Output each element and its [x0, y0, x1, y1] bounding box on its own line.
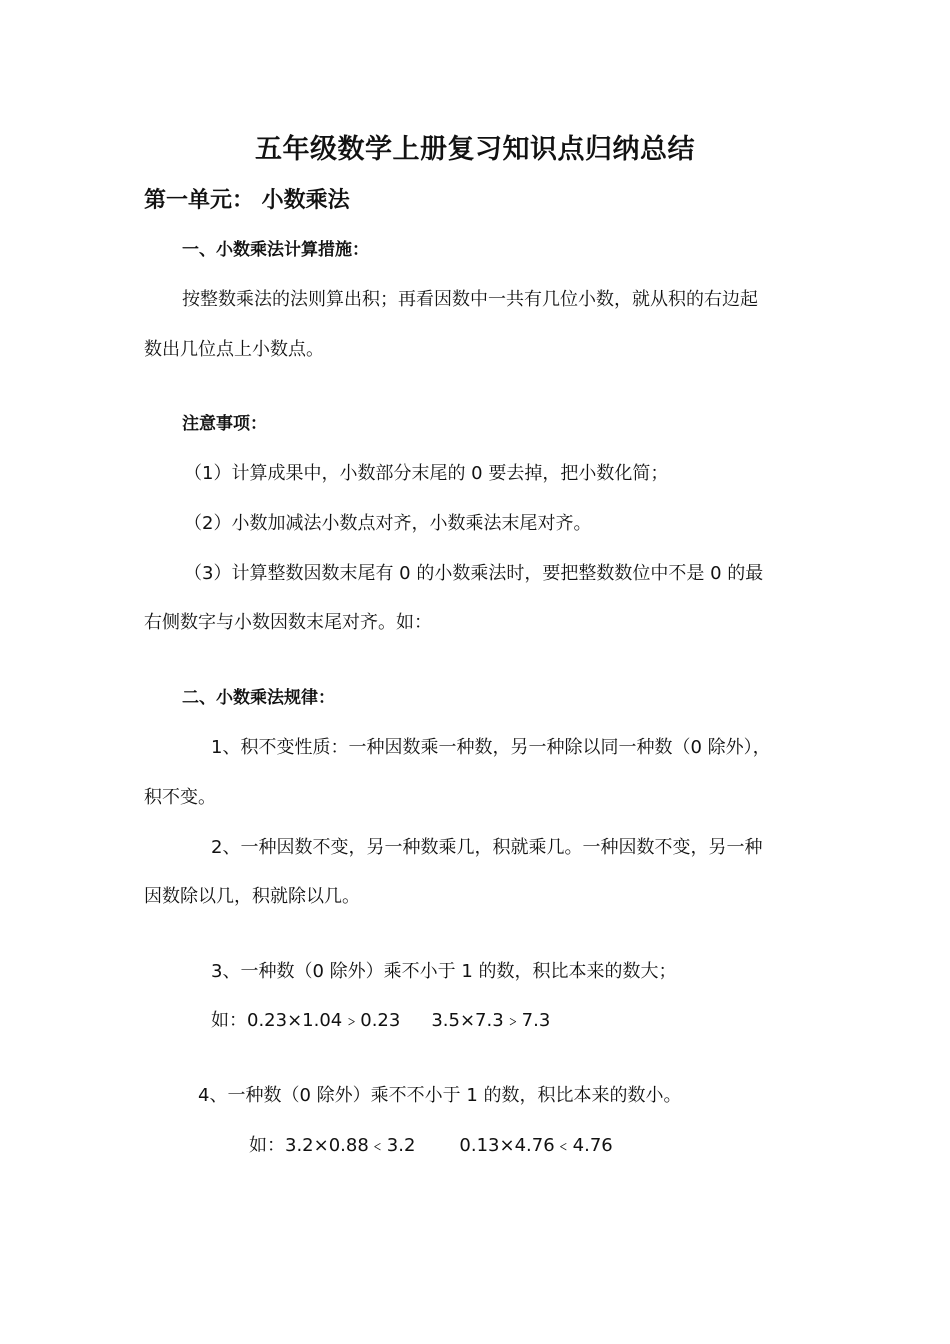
rule-3-example-second: 3.5×7.3﹥7.3 — [431, 1010, 551, 1031]
unit-heading: 第一单元： 小数乘法 — [144, 188, 350, 213]
note-item-3-line2: 右侧数字与小数因数末尾对齐。如： — [144, 612, 432, 633]
rule-3-example-first: 如：0.23×1.04﹥0.23 — [211, 1010, 401, 1031]
rule-3-example — [211, 1009, 550, 1033]
rule-4-example — [249, 1134, 613, 1158]
rule-1-line2: 积不变。 — [144, 787, 216, 808]
note-item-1: （1）计算成果中，小数部分末尾的 0 要去掉，把小数化简； — [184, 463, 669, 484]
rule-3: 3、一种数（0 除外）乘不小于 1 的数，积比本来的数大； — [211, 961, 677, 982]
rule-2-line1: 2、一种因数不变，另一种数乘几，积就乘几。一种因数不变，另一种 — [211, 837, 763, 858]
rule-4-example-first: 如：3.2×0.88﹤3.2 — [249, 1135, 416, 1156]
document-title: 五年级数学上册复习知识点归纳总结 — [255, 134, 695, 165]
rule-2-line2: 因数除以几，积就除以几。 — [144, 886, 360, 907]
calc-method-paragraph-line2: 数出几位点上小数点。 — [144, 339, 324, 360]
calc-method-paragraph-line1: 按整数乘法的法则算出积；再看因数中一共有几位小数，就从积的右边起 — [182, 289, 758, 310]
notes-heading: 注意事项： — [182, 414, 267, 434]
rule-4-example-second: 0.13×4.76﹤4.76 — [459, 1135, 613, 1156]
section-heading-rules: 二、小数乘法规律： — [182, 688, 335, 708]
rule-1-line1: 1、积不变性质：一种因数乘一种数，另一种除以同一种数（0 除外）， — [211, 737, 771, 758]
note-item-3-line1: （3）计算整数因数末尾有 0 的小数乘法时，要把整数数位中不是 0 的最 — [184, 563, 764, 584]
section-heading-calc-method: 一、小数乘法计算措施： — [182, 240, 369, 260]
rule-4: 4、一种数（0 除外）乘不不小于 1 的数，积比本来的数小。 — [198, 1085, 682, 1106]
note-item-2: （2）小数加减法小数点对齐，小数乘法末尾对齐。 — [184, 513, 592, 534]
